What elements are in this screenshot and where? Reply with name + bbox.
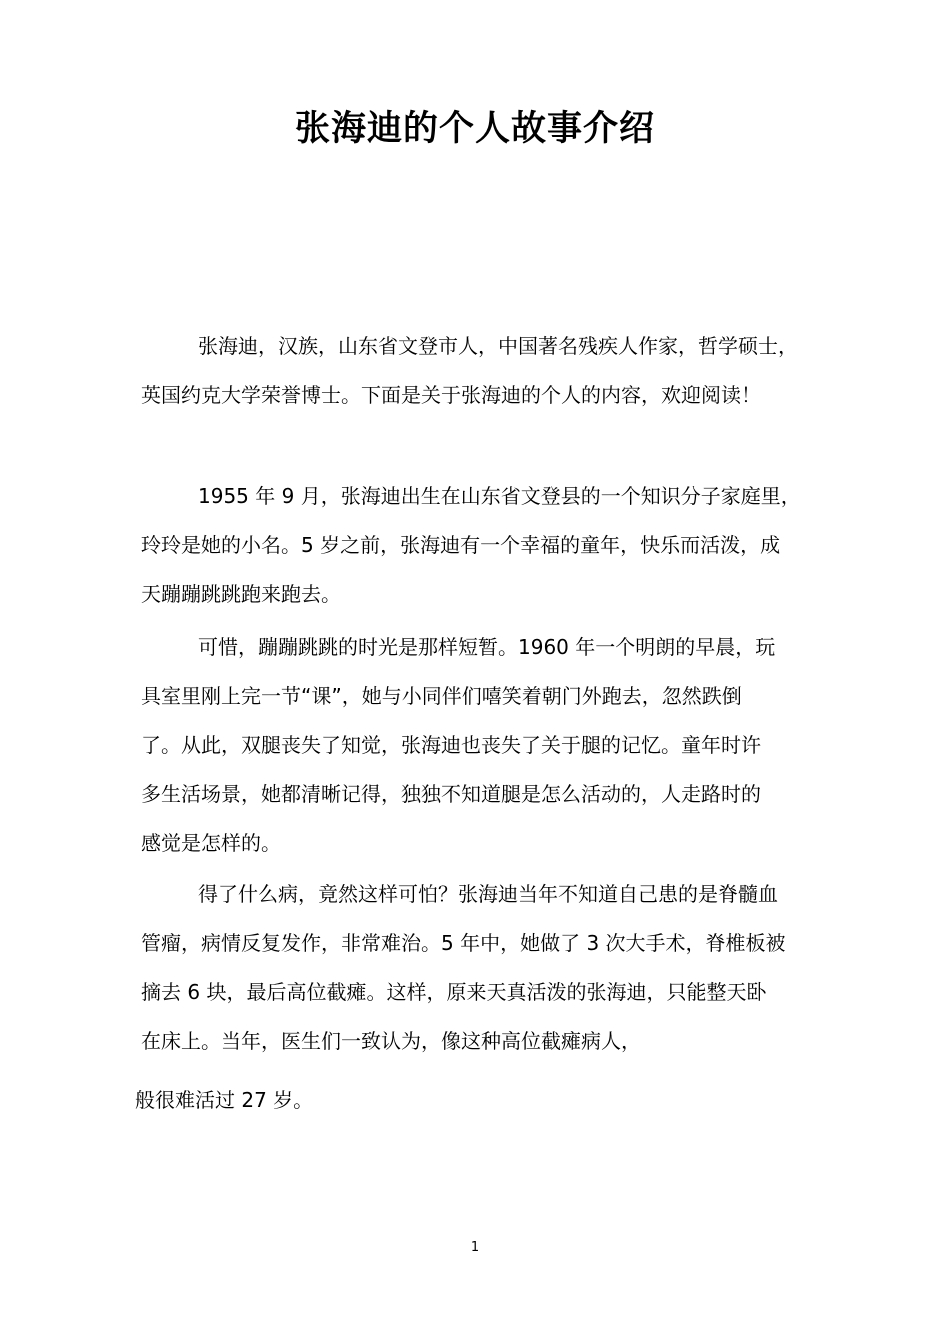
paragraph-line: 张海迪，汉族，山东省文登市人，中国著名残疾人作家，哲学硕士，	[198, 334, 798, 358]
paragraph-line: 感觉是怎样的。	[141, 831, 281, 855]
paragraph-accident	[141, 623, 841, 868]
paragraph-line: 可惜，蹦蹦跳跳的时光是那样短暂。1960 年一个明朗的早晨，玩	[198, 635, 776, 659]
paragraph-line: 玲玲是她的小名。5 岁之前，张海迪有一个幸福的童年，快乐而活泼，成	[141, 533, 781, 557]
paragraph-birth	[141, 472, 841, 619]
paragraph-illness	[141, 870, 841, 1066]
paragraph-intro	[141, 322, 841, 420]
paragraph-line: 摘去 6 块，最后高位截瘫。这样，原来天真活泼的张海迪，只能整天卧	[141, 980, 767, 1004]
paragraph-line: 具室里刚上完一节“课”，她与小同伴们嘻笑着朝门外跑去，忽然跌倒	[141, 684, 742, 708]
paragraph-line: 管瘤，病情反复发作，非常难治。5 年中，她做了 3 次大手术，脊椎板被	[141, 931, 786, 955]
document-title: 张海迪的个人故事介绍	[294, 109, 655, 149]
paragraph-continuation	[135, 1076, 835, 1125]
paragraph-line: 了。从此，双腿丧失了知觉，张海迪也丧失了关于腿的记忆。童年时许	[141, 733, 761, 757]
paragraph-line: 在床上。当年，医生们一致认为，像这种高位截瘫病人，	[141, 1029, 641, 1053]
paragraph-line: 天蹦蹦跳跳跑来跑去。	[141, 582, 341, 606]
page-number: 1	[470, 1240, 480, 1255]
paragraph-line: 得了什么病，竟然这样可怕？张海迪当年不知道自己患的是脊髓血	[198, 882, 778, 906]
paragraph-line: 般很难活过 27 岁。	[135, 1088, 314, 1112]
paragraph-line: 多生活场景，她都清晰记得，独独不知道腿是怎么活动的，人走路时的	[141, 782, 761, 806]
paragraph-line: 英国约克大学荣誉博士。下面是关于张海迪的个人的内容，欢迎阅读！	[141, 383, 761, 407]
paragraph-line: 1955 年 9 月，张海迪出生在山东省文登县的一个知识分子家庭里，	[198, 484, 801, 508]
